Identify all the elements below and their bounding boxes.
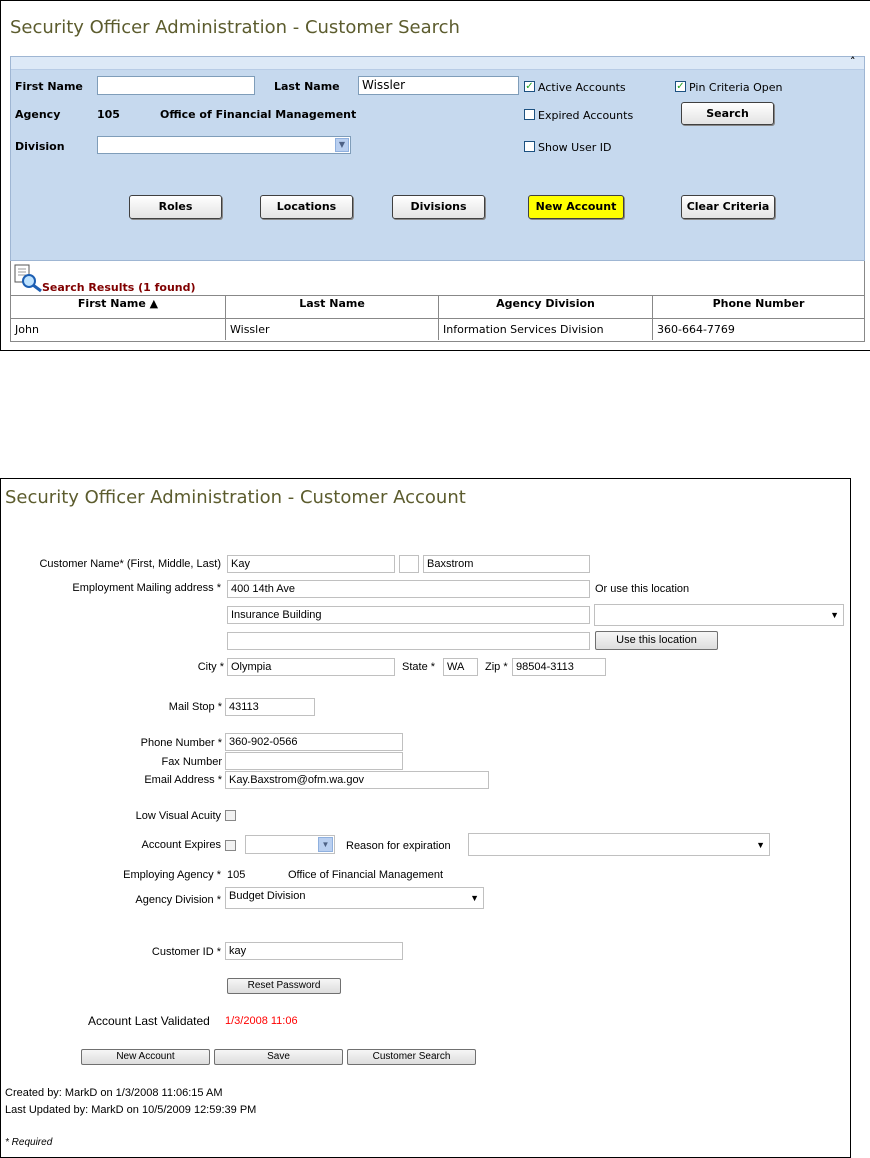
chevron-down-icon[interactable]: ▼ bbox=[335, 138, 349, 152]
criteria-header-bar bbox=[11, 57, 864, 70]
or-use-location-label: Or use this location bbox=[595, 583, 690, 595]
clear-criteria-button[interactable]: Clear Criteria bbox=[681, 195, 775, 219]
address-line2-field[interactable]: Insurance Building bbox=[227, 606, 590, 624]
search-results-icon bbox=[12, 263, 44, 293]
pin-criteria-label: Pin Criteria Open bbox=[689, 81, 783, 94]
results-table bbox=[11, 295, 864, 341]
customer-search-button[interactable]: Customer Search bbox=[347, 1049, 476, 1065]
reset-password-button[interactable]: Reset Password bbox=[227, 978, 341, 994]
divisions-button[interactable]: Divisions bbox=[392, 195, 485, 219]
agency-code: 105 bbox=[97, 108, 120, 121]
account-expires-checkbox[interactable] bbox=[225, 840, 236, 851]
cell-phone-number: 360-664-7769 bbox=[657, 323, 735, 336]
locations-button[interactable]: Locations bbox=[260, 195, 353, 219]
search-button[interactable]: Search bbox=[681, 102, 774, 125]
agency-division-select[interactable] bbox=[225, 887, 484, 909]
middle-name-field[interactable] bbox=[399, 555, 419, 573]
search-page-title: Security Officer Administration - Customer Search bbox=[10, 17, 460, 38]
phone-label: Phone Number * bbox=[140, 737, 222, 749]
state-label: State * bbox=[402, 661, 436, 673]
dropdown-arrow-icon[interactable]: ▼ bbox=[830, 610, 839, 620]
phone-field[interactable]: 360-902-0566 bbox=[225, 733, 403, 751]
roles-button[interactable]: Roles bbox=[129, 195, 222, 219]
employing-agency-code: 105 bbox=[227, 869, 246, 881]
mail-stop-field[interactable]: 43113 bbox=[225, 698, 315, 716]
last-name-input[interactable]: Wissler bbox=[358, 76, 519, 95]
agency-division-label: Agency Division * bbox=[135, 894, 221, 906]
last-updated-text: Last Updated by: MarkD on 10/5/2009 12:59:39 PM bbox=[5, 1104, 257, 1116]
required-note: * Required bbox=[5, 1137, 53, 1148]
customer-name-label: Customer Name* (First, Middle, Last) bbox=[39, 558, 221, 570]
address-line1-field[interactable]: 400 14th Ave bbox=[227, 580, 590, 598]
save-button[interactable]: Save bbox=[214, 1049, 343, 1065]
cell-first-name: John bbox=[11, 319, 226, 340]
first-name-field[interactable]: Kay bbox=[227, 555, 395, 573]
agency-name: Office of Financial Management bbox=[160, 108, 357, 121]
cell-last-name: Wissler bbox=[226, 319, 439, 340]
reason-label: Reason for expiration bbox=[346, 840, 451, 852]
address-line3-field[interactable] bbox=[227, 632, 590, 650]
last-name-label: Last Name bbox=[274, 80, 340, 93]
dropdown-arrow-icon[interactable]: ▼ bbox=[756, 840, 765, 850]
fax-label: Fax Number bbox=[161, 756, 222, 768]
last-name-field[interactable]: Baxstrom bbox=[423, 555, 590, 573]
pin-criteria-checkbox[interactable]: ✓ bbox=[676, 81, 685, 92]
division-select[interactable] bbox=[97, 136, 351, 154]
table-row[interactable] bbox=[11, 319, 864, 340]
expired-accounts-label: Expired Accounts bbox=[538, 109, 634, 122]
employing-agency-name: Office of Financial Management bbox=[288, 869, 444, 881]
last-validated-value: 1/3/2008 11:06 bbox=[225, 1015, 298, 1027]
show-user-id-label: Show User ID bbox=[538, 141, 612, 154]
customer-account-panel bbox=[0, 478, 851, 1158]
first-name-input[interactable] bbox=[97, 76, 255, 95]
low-visual-acuity-label: Low Visual Acuity bbox=[135, 810, 221, 822]
account-expires-label: Account Expires bbox=[141, 839, 221, 851]
customer-id-field[interactable]: kay bbox=[225, 942, 403, 960]
zip-label: Zip * bbox=[485, 661, 508, 673]
expired-accounts-checkbox[interactable] bbox=[524, 109, 535, 120]
state-field[interactable]: WA bbox=[443, 658, 478, 676]
results-header-row bbox=[11, 295, 864, 319]
agency-label: Agency bbox=[15, 108, 61, 121]
search-results-area bbox=[10, 261, 865, 342]
email-label: Email Address * bbox=[144, 774, 222, 786]
mail-stop-label: Mail Stop * bbox=[168, 701, 222, 713]
low-visual-acuity-checkbox[interactable] bbox=[225, 810, 236, 821]
last-validated-label: Account Last Validated bbox=[88, 1014, 210, 1028]
search-criteria-panel bbox=[10, 56, 865, 261]
column-header-agency-division[interactable]: Agency Division bbox=[439, 296, 653, 319]
chevron-down-icon[interactable]: ▼ bbox=[318, 837, 333, 852]
employing-agency-label: Employing Agency * bbox=[123, 869, 221, 881]
customer-id-label: Customer ID * bbox=[151, 946, 221, 958]
city-label: City * bbox=[197, 661, 224, 673]
zip-field[interactable]: 98504-3113 bbox=[512, 658, 606, 676]
collapse-icon[interactable]: ˄ bbox=[850, 55, 856, 68]
column-header-first-name[interactable]: First Name ▲ bbox=[11, 296, 226, 319]
created-by-text: Created by: MarkD on 1/3/2008 11:06:15 AM bbox=[5, 1087, 223, 1099]
location-select[interactable] bbox=[594, 604, 844, 626]
division-label: Division bbox=[15, 140, 65, 153]
account-page-title: Security Officer Administration - Customer Account bbox=[5, 487, 466, 508]
fax-field[interactable] bbox=[225, 752, 403, 770]
expires-select[interactable] bbox=[245, 835, 335, 854]
customer-search-panel bbox=[0, 0, 870, 351]
agency-division-select-value: Budget Division bbox=[229, 890, 306, 902]
use-location-button[interactable]: Use this location bbox=[595, 631, 718, 650]
dropdown-arrow-icon[interactable]: ▼ bbox=[470, 893, 479, 903]
search-results-label: Search Results (1 found) bbox=[42, 281, 196, 294]
column-header-last-name[interactable]: Last Name bbox=[226, 296, 439, 319]
reason-select[interactable] bbox=[468, 833, 770, 856]
first-name-label: First Name bbox=[15, 80, 83, 93]
active-accounts-checkbox[interactable]: ✓ bbox=[525, 81, 534, 92]
new-account-button[interactable]: New Account bbox=[81, 1049, 210, 1065]
cell-agency-division: Information Services Division bbox=[439, 319, 653, 340]
new-account-button[interactable]: New Account bbox=[528, 195, 624, 219]
column-header-phone-number[interactable]: Phone Number bbox=[712, 297, 805, 310]
email-field[interactable]: Kay.Baxstrom@ofm.wa.gov bbox=[225, 771, 489, 789]
show-user-id-checkbox[interactable] bbox=[524, 141, 535, 152]
active-accounts-label: Active Accounts bbox=[538, 81, 626, 94]
mailing-address-label: Employment Mailing address * bbox=[72, 582, 221, 594]
city-field[interactable]: Olympia bbox=[227, 658, 395, 676]
